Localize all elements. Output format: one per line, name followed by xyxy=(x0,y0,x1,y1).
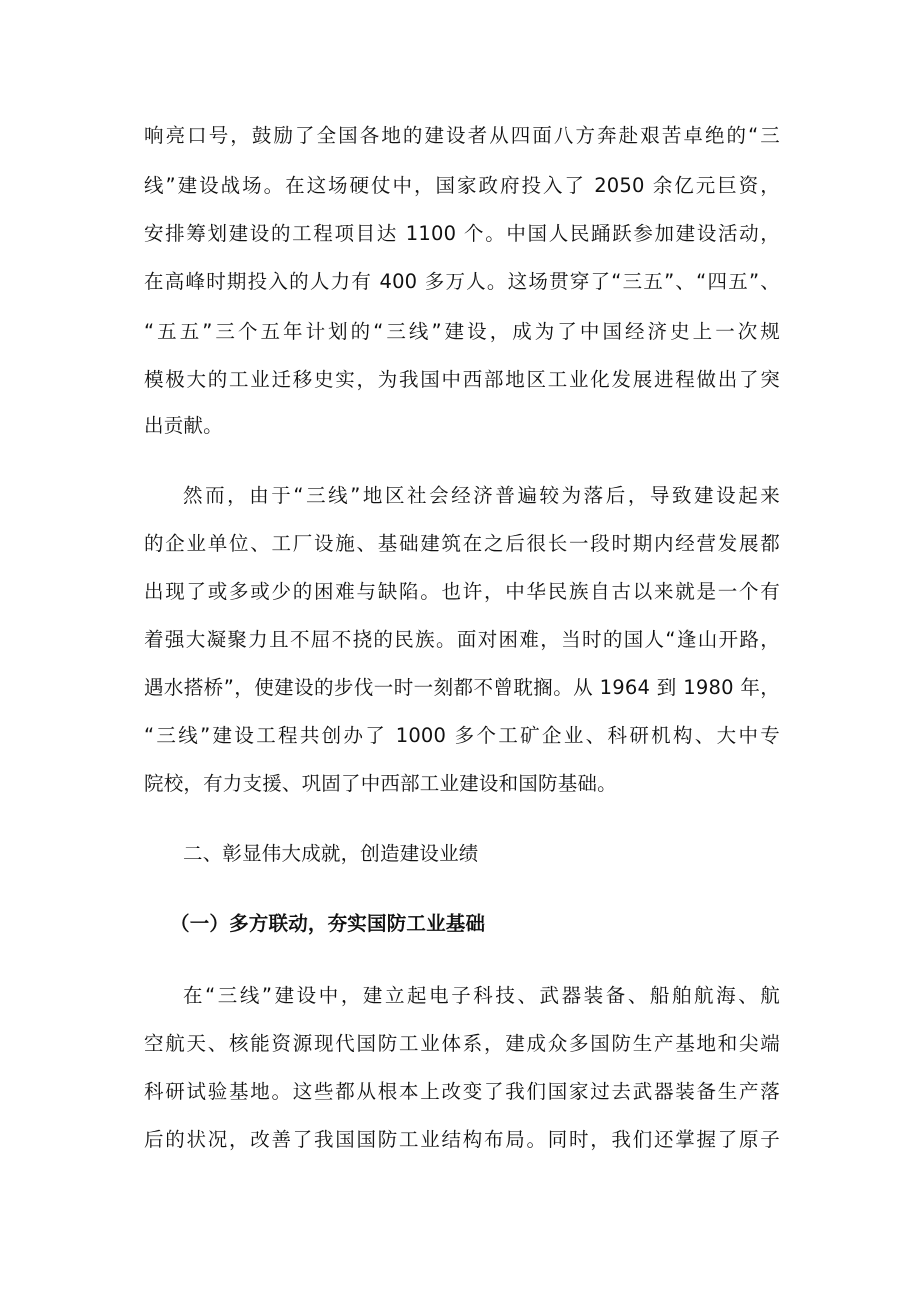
paragraph-2-line-6: “三线”建设工程共创办了 1000 多个工矿企业、科研机构、大中专 xyxy=(144,724,780,747)
paragraph-3-line-1: 在“三线”建设中，建立起电子科技、武器装备、船舶航海、航 xyxy=(183,984,780,1007)
paragraph-2-line-4: 着强大凝聚力且不屈不挠的民族。面对困难，当时的国人“逢山开路， xyxy=(144,628,780,651)
paragraph-1-line-1: 响亮口号，鼓励了全国各地的建设者从四面八方奔赴艰苦卓绝的“三 xyxy=(144,124,780,147)
paragraph-3-line-3: 科研试验基地。这些都从根本上改变了我们国家过去武器装备生产落 xyxy=(144,1080,780,1103)
paragraph-1-line-6: 模极大的工业迁移史实，为我国中西部地区工业化发展进程做出了突 xyxy=(144,368,780,391)
paragraph-1-line-5: “五五”三个五年计划的“三线”建设，成为了中国经济史上一次规 xyxy=(144,320,780,343)
paragraph-2-line-7: 院校，有力支援、巩固了中西部工业建设和国防基础。 xyxy=(144,772,617,795)
paragraph-2-line-2: 的企业单位、工厂设施、基础建筑在之后很长一段时期内经营发展都 xyxy=(144,532,780,555)
subsection-heading: （一）多方联动，夯实国防工业基础 xyxy=(170,912,486,935)
paragraph-2-line-1: 然而，由于“三线”地区社会经济普遍较为落后，导致建设起来 xyxy=(183,484,780,507)
paragraph-1-line-2: 线”建设战场。在这场硬仗中，国家政府投入了 2050 余亿元巨资， xyxy=(144,174,780,197)
paragraph-3-line-4: 后的状况，改善了我国国防工业结构布局。同时，我们还掌握了原子 xyxy=(144,1128,780,1151)
paragraph-1-line-3: 安排筹划建设的工程项目达 1100 个。中国人民踊跃参加建设活动， xyxy=(144,222,780,245)
paragraph-1-line-7: 出贡献。 xyxy=(144,414,223,437)
paragraph-3-line-2: 空航天、核能资源现代国防工业体系，建成众多国防生产基地和尖端 xyxy=(144,1032,780,1055)
section-heading: 二、彰显伟大成就，创造建设业绩 xyxy=(183,842,479,865)
paragraph-2-line-3: 出现了或多或少的困难与缺陷。也许，中华民族自古以来就是一个有 xyxy=(144,580,780,603)
paragraph-1-line-4: 在高峰时期投入的人力有 400 多万人。这场贯穿了“三五”、“四五”、 xyxy=(144,270,780,293)
paragraph-2-line-5: 遇水搭桥”，使建设的步伐一时一刻都不曾耽搁。从 1964 到 1980 年， xyxy=(144,676,780,699)
